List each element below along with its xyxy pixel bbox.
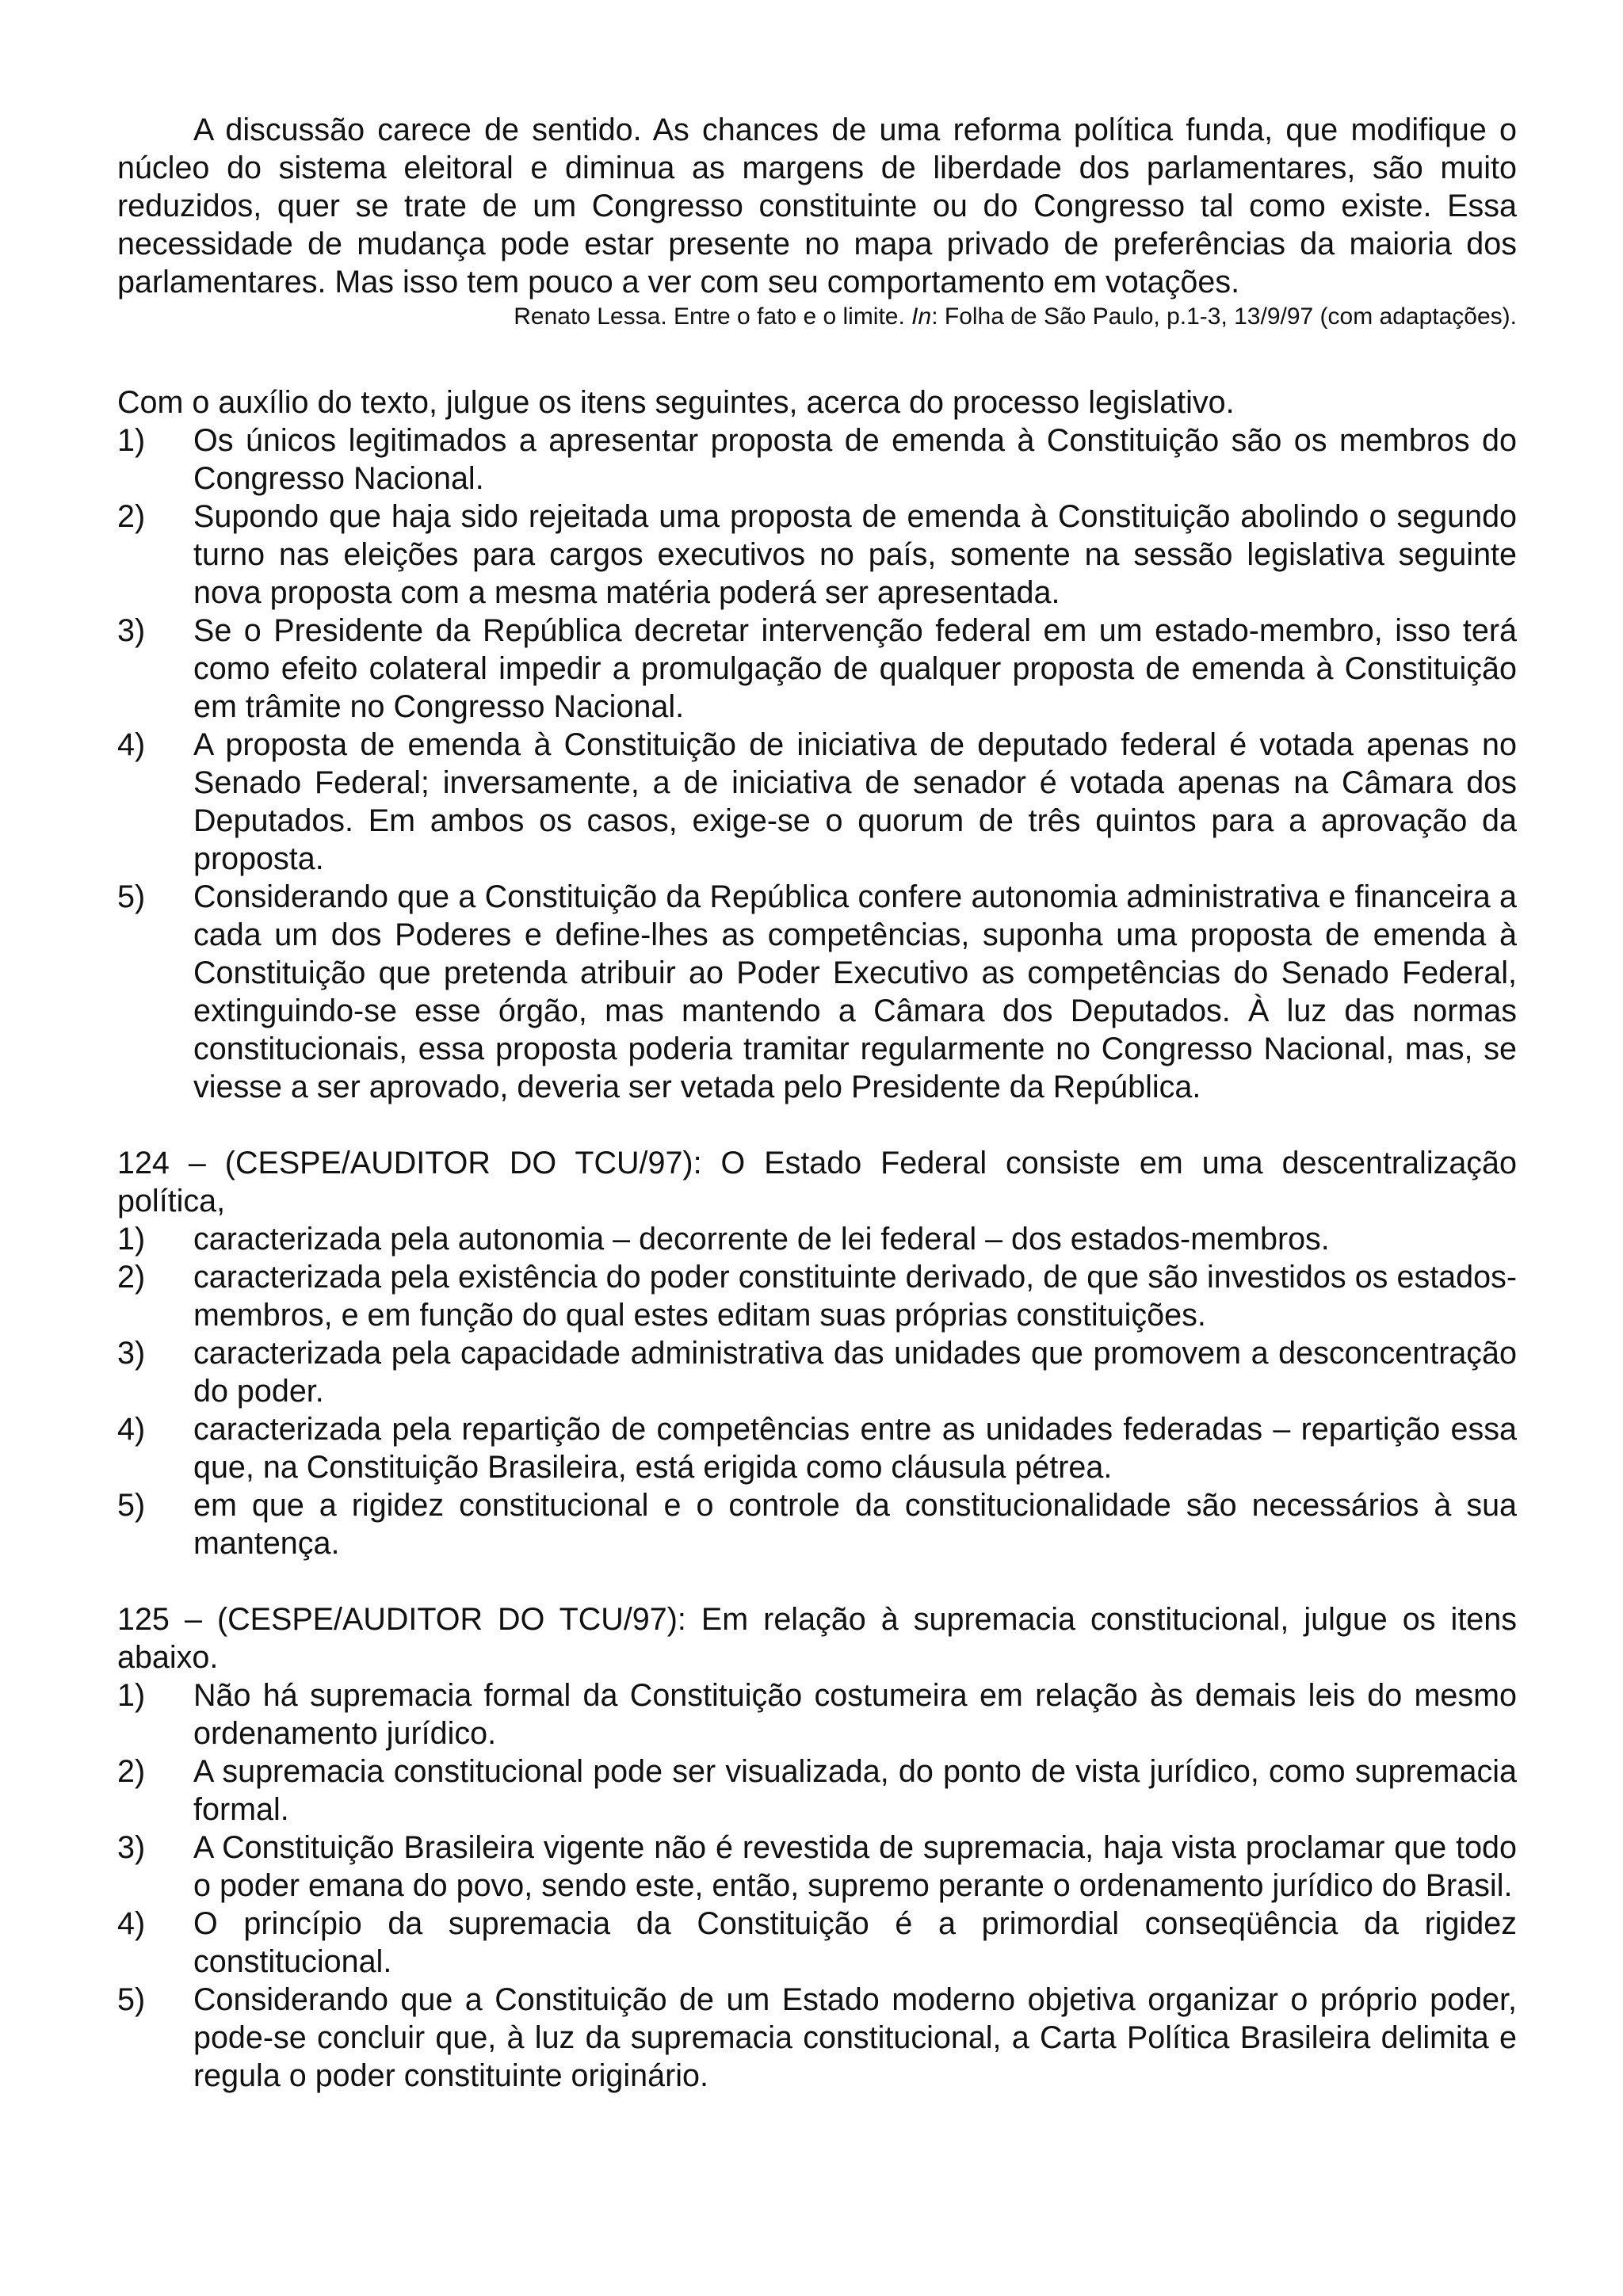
question-prompt: 125 – (CESPE/AUDITOR DO TCU/97): Em relação à supremacia constitucional, julgue os itens abaixo. xyxy=(117,1602,1517,1675)
list-item xyxy=(117,1905,1517,1981)
item-text: Os únicos legitimados a apresentar proposta de emenda à Constituição são os membros do Congresso Nacional. xyxy=(193,423,1517,496)
item-number: 3) xyxy=(117,1830,146,1865)
list-item xyxy=(117,1753,1517,1829)
list-item xyxy=(117,726,1517,878)
item-text: em que a rigidez constitucional e o controle da constitucionalidade são necessários à sua mantença. xyxy=(193,1488,1517,1561)
list-item xyxy=(117,1486,1517,1562)
list-item xyxy=(117,1220,1517,1258)
item-number: 2) xyxy=(117,1754,146,1789)
citation-source: : Folha de São Paulo, p.1-3, 13/9/97 (com adaptações). xyxy=(931,303,1517,330)
question-prompt: 124 – (CESPE/AUDITOR DO TCU/97): O Estado Federal consiste em uma descentralização política, xyxy=(117,1146,1517,1219)
item-number: 2) xyxy=(117,499,146,534)
item-number: 3) xyxy=(117,613,146,648)
list-item xyxy=(117,498,1517,612)
list-item xyxy=(117,1258,1517,1334)
question-125 xyxy=(117,1600,1517,2095)
item-number: 5) xyxy=(117,1982,146,2017)
item-text: Se o Presidente da República decretar intervenção federal em um estado-membro, isso terá como efeito colateral impedir a promulgação de qualquer proposta de emenda à Constituição em trâmite no Congresso Nacional. xyxy=(193,613,1517,724)
item-number: 4) xyxy=(117,727,146,762)
item-number: 2) xyxy=(117,1260,146,1295)
passage-paragraph: A discussão carece de sentido. As chances de uma reforma política funda, que modifique o núcleo do sistema eleitoral e diminua as margens de liberdade dos parlamentares, são muito reduzidos, quer se trate de um Congresso constituinte ou do Congresso tal como existe. Essa necessidade de mudança pode estar presente no mapa privado de preferências da maioria dos parlamentares. Mas isso tem pouco a ver com seu comportamento em votações. xyxy=(117,113,1517,299)
item-number: 1) xyxy=(117,1678,146,1713)
item-text: Considerando que a Constituição da República confere autonomia administrativa e financeira a cada um dos Poderes e define-lhes as competências, suponha uma proposta de emenda à Constituição que pretenda atribuir ao Poder Executivo as competências do Senado Federal, extinguindo-se esse órgão, mas mantendo a Câmara dos Deputados. À luz das normas constitucionais, essa proposta poderia tramitar regularmente no Congresso Nacional, mas, se viesse a ser aprovado, deveria ser vetada pelo Presidente da República. xyxy=(193,879,1517,1104)
item-number: 3) xyxy=(117,1336,146,1371)
item-number: 4) xyxy=(117,1906,146,1941)
question-prompt: Com o auxílio do texto, julgue os itens seguintes, acerca do processo legislativo. xyxy=(117,385,1235,420)
list-item xyxy=(117,1334,1517,1410)
item-text: Considerando que a Constituição de um Estado moderno objetiva organizar o próprio poder, pode-se concluir que, à luz da supremacia constitucional, a Carta Política Brasileira delimita e regula o poder constituinte originário. xyxy=(193,1982,1517,2093)
item-list xyxy=(117,421,1517,1106)
item-number: 1) xyxy=(117,423,146,458)
list-item xyxy=(117,1410,1517,1486)
item-number: 5) xyxy=(117,879,146,914)
item-text: A proposta de emenda à Constituição de iniciativa de deputado federal é votada apenas no Senado Federal; inversamente, a de iniciativa de senador é votada apenas na Câmara dos Deputados. Em ambos os casos, exige-se o quorum de três quintos para a aprovação da proposta. xyxy=(193,727,1517,876)
item-text: caracterizada pela autonomia – decorrente de lei federal – dos estados-membros. xyxy=(193,1222,1330,1257)
item-number: 5) xyxy=(117,1488,146,1523)
item-text: caracterizada pela capacidade administrativa das unidades que promovem a desconcentração do poder. xyxy=(193,1336,1517,1409)
item-list xyxy=(117,1676,1517,2095)
citation-in: In xyxy=(911,303,932,330)
item-text: caracterizada pela repartição de competências entre as unidades federadas – repartição essa que, na Constituição Brasileira, está erigida como cláusula pétrea. xyxy=(193,1412,1517,1485)
item-text: A supremacia constitucional pode ser visualizada, do ponto de vista jurídico, como supremacia formal. xyxy=(193,1754,1517,1827)
list-item xyxy=(117,1676,1517,1753)
list-item xyxy=(117,421,1517,498)
list-item xyxy=(117,878,1517,1106)
item-number: 1) xyxy=(117,1222,146,1257)
item-text: Não há supremacia formal da Constituição costumeira em relação às demais leis do mesmo ordenamento jurídico. xyxy=(193,1678,1517,1751)
question-124 xyxy=(117,1144,1517,1562)
list-item xyxy=(117,1829,1517,1905)
item-text: A Constituição Brasileira vigente não é revestida de supremacia, haja vista proclamar que todo o poder emana do povo, sendo este, então, supremo perante o ordenamento jurídico do Brasil. xyxy=(193,1830,1517,1903)
list-item xyxy=(117,612,1517,726)
question-123 xyxy=(117,383,1517,1106)
document-page xyxy=(117,111,1517,2095)
item-text: Supondo que haja sido rejeitada uma proposta de emenda à Constituição abolindo o segundo turno nas eleições para cargos executivos no país, somente na sessão legislativa seguinte nova proposta com a mesma matéria poderá ser apresentada. xyxy=(193,499,1517,610)
item-text: O princípio da supremacia da Constituição é a primordial conseqüência da rigidez constitucional. xyxy=(193,1906,1517,1979)
item-number: 4) xyxy=(117,1412,146,1447)
passage-citation xyxy=(117,303,1517,331)
citation-author: Renato Lessa. Entre o fato e o limite. xyxy=(514,303,912,330)
list-item xyxy=(117,1981,1517,2095)
item-list xyxy=(117,1220,1517,1562)
item-text: caracterizada pela existência do poder constituinte derivado, de que são investidos os estados-membros, e em função do qual estes editam suas próprias constituições. xyxy=(193,1260,1517,1333)
